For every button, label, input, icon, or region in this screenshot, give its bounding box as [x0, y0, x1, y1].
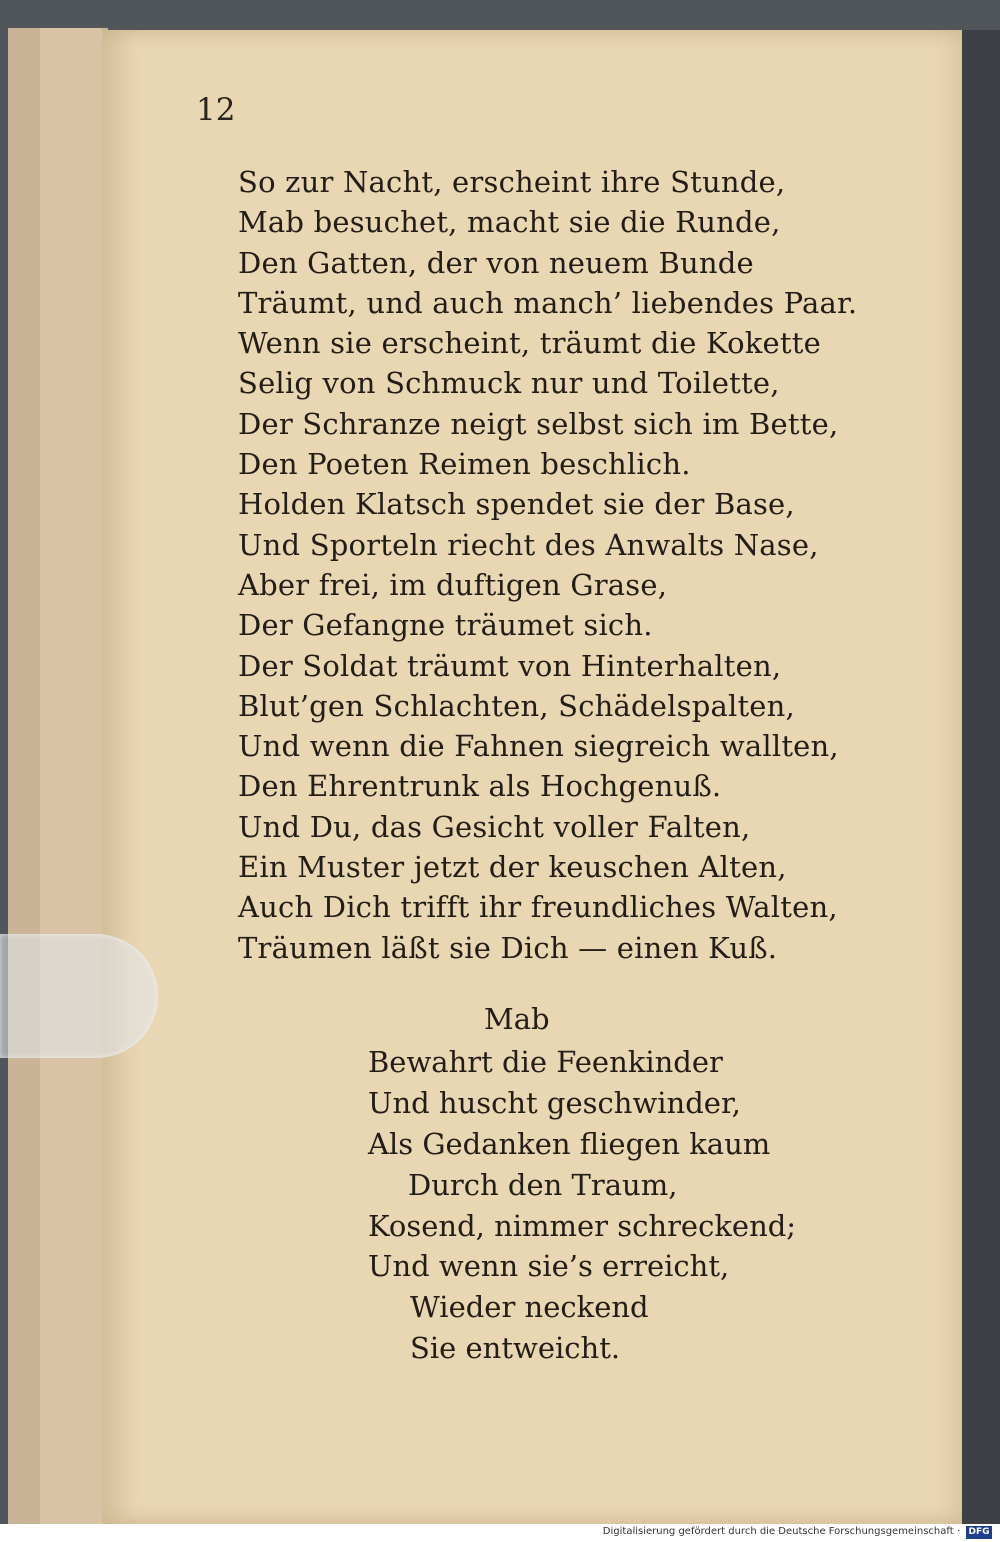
verse-line: Der Schranze neigt selbst sich im Bette, — [238, 406, 839, 441]
verse-line: Den Gatten, der von neuem Bunde — [238, 245, 754, 280]
verse-line: Und Sporteln riecht des Anwalts Nase, — [238, 527, 819, 562]
stanza-block — [368, 1042, 868, 1369]
stanza-line: Wieder neckend — [410, 1290, 649, 1325]
page-stack-edge — [40, 28, 102, 1524]
stanza-line: Als Gedanken fliegen kaum — [368, 1126, 771, 1161]
stanza-line: Durch den Traum, — [408, 1167, 678, 1202]
verse-line: Und wenn die Fahnen siegreich wallten, — [238, 729, 839, 764]
scan-right-margin — [962, 30, 1000, 1524]
verse-block — [238, 162, 878, 968]
verse-line: Träumt, und auch manch’ liebendes Paar. — [238, 285, 858, 320]
verse-line: Den Ehrentrunk als Hochgenuß. — [238, 769, 722, 804]
verse-line: Der Gefangne träumet sich. — [238, 608, 653, 643]
verse-line: Selig von Schmuck nur und Toilette, — [238, 366, 780, 401]
verse-line: So zur Nacht, erscheint ihre Stunde, — [238, 165, 786, 199]
verse-line: Träumen läßt sie Dich — einen Kuß. — [238, 930, 778, 965]
verse-line: Und Du, das Gesicht voller Falten, — [238, 809, 751, 844]
verse-line: Den Poeten Reimen beschlich. — [238, 447, 691, 482]
stanza-line: Bewahrt die Feenkinder — [368, 1045, 723, 1079]
verse-line: Wenn sie erscheint, träumt die Kokette — [238, 326, 821, 361]
stanza-line: Sie entweicht. — [410, 1331, 621, 1366]
verse-line: Aber frei, im duftigen Grase, — [238, 567, 668, 602]
stanza-line: Und wenn sie’s erreicht, — [368, 1249, 730, 1284]
stanza-line: Und huscht geschwinder, — [368, 1085, 741, 1120]
verse-line: Holden Klatsch spendet sie der Base, — [238, 487, 795, 522]
verse-line: Ein Muster jetzt der keuschen Alten, — [238, 850, 787, 885]
footer-credit: Digitalisierung gefördert durch die Deutsche Forschungsgemeinschaft · — [602, 1526, 960, 1537]
dfg-logo: DFG — [966, 1526, 992, 1539]
page-number: 12 — [196, 92, 236, 128]
verse-line: Auch Dich trifft ihr freundliches Walten, — [238, 890, 838, 925]
stanza-line: Kosend, nimmer schreckend; — [368, 1208, 797, 1243]
verse-line: Blut’gen Schlachten, Schädelspalten, — [238, 688, 795, 723]
page-clip — [0, 934, 158, 1058]
verse-line: Der Soldat träumt von Hinterhalten, — [238, 648, 782, 683]
verse-line: Mab besuchet, macht sie die Runde, — [238, 205, 781, 240]
section-heading: Mab — [484, 1002, 550, 1036]
